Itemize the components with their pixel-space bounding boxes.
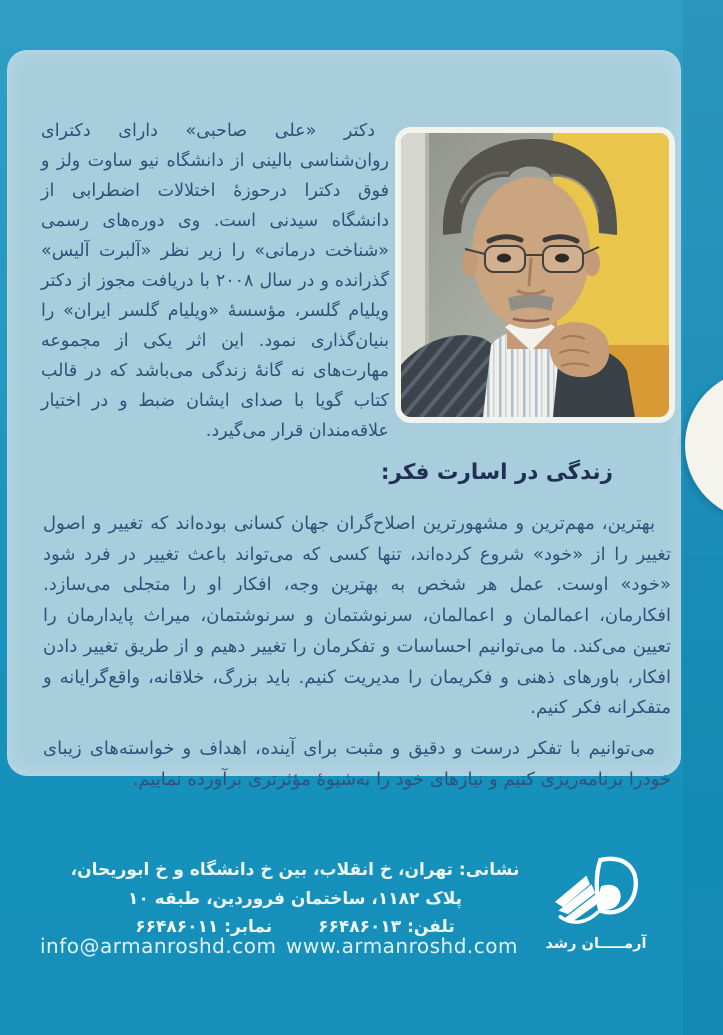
book-title-heading: زندگی در اسارت فکر: xyxy=(380,460,613,485)
publisher-address-block xyxy=(60,856,530,942)
website-url: www.armanroshd.com xyxy=(285,934,518,958)
publisher-logo xyxy=(540,854,652,952)
fax-number: نمابر: ۶۶۴۸۶۰۱۱ xyxy=(135,917,273,937)
author-portrait-illustration xyxy=(401,133,669,417)
open-book-leaf-icon xyxy=(548,854,644,934)
author-bio-text: دکتر «علی صاحبی» دارای دکترای روان‌شناسی بالینی از دانشگاه نیو ساوت ولز و فوق دکترا درحوزهٔ اختلالات اضطرابی از دانشگاه سیدنی است. وی دوره‌های رسمی «شناخت درمانی» را زیر نظر «آلبرت آلیس» گذرانده و در سال ۲۰۰۸ با دریافت مجوز از دکتر ویلیام گلسر، مؤسسهٔ «ویلیام گلسر ایران» را بنیان‌گذاری نمود. این اثر یکی از مجموعه مهارت‌های نه گانهٔ زندگی می‌باشد که در قالب کتاب گویا با صدای ایشان ضبط و در اختیار علاقه‌مندان قرار می‌گیرد. xyxy=(41,121,389,441)
author-photo xyxy=(395,127,675,423)
address-line-2: پلاک ۱۱۸۲، ساختمان فروردین، طبقه ۱۰ xyxy=(127,888,463,909)
web-contacts-row xyxy=(40,934,518,958)
email-address: info@armanroshd.com xyxy=(40,934,277,958)
content-panel xyxy=(7,50,681,790)
description-paragraph-1: بهترین، مهم‌ترین و مشهورترین اصلاح‌گران جهان کسانی بوده‌اند که تغییر و اصول تغییر را از «خود» شروع کرده‌اند، تنها کسی که می‌تواند باعث تغییر در فرد شود «خود» اوست. عمل هر شخص به بهترین وجه، افکار او را متجلی می‌سازد. افکارمان، اعمالمان و اعمالمان، سرنوشتمان و سرنوشتمان، میراث پایدارمان را تعیین می‌کند. ما می‌توانیم احساسات و تفکرمان را تغییر دهیم و از طریق تغییر دادن افکار، باورهای ذهنی و فکریمان را مدیریت کنیم. باید بزرگ، خلاقانه، واقع‌گرایانه و متفکرانه فکر کنیم. xyxy=(43,513,671,719)
right-edge-shade xyxy=(683,0,723,1035)
phone-number: تلفن: ۶۶۴۸۶۰۱۳ xyxy=(318,917,455,937)
publisher-name: آرمـــــان رشد xyxy=(545,936,647,952)
address-line-1: نشانی: تهران، خ انقلاب، بین خ دانشگاه و خ ابوریحان، xyxy=(70,860,520,880)
description-paragraph-2: می‌توانیم با تفکر درست و دقیق و مثبت برای آینده، اهداف و خواسته‌های زیبای خودرا برنامه‌ریزی کنیم و نیازهای خود را به‌شیوهٔ مؤثرتری برآورده نماییم. xyxy=(43,738,671,790)
